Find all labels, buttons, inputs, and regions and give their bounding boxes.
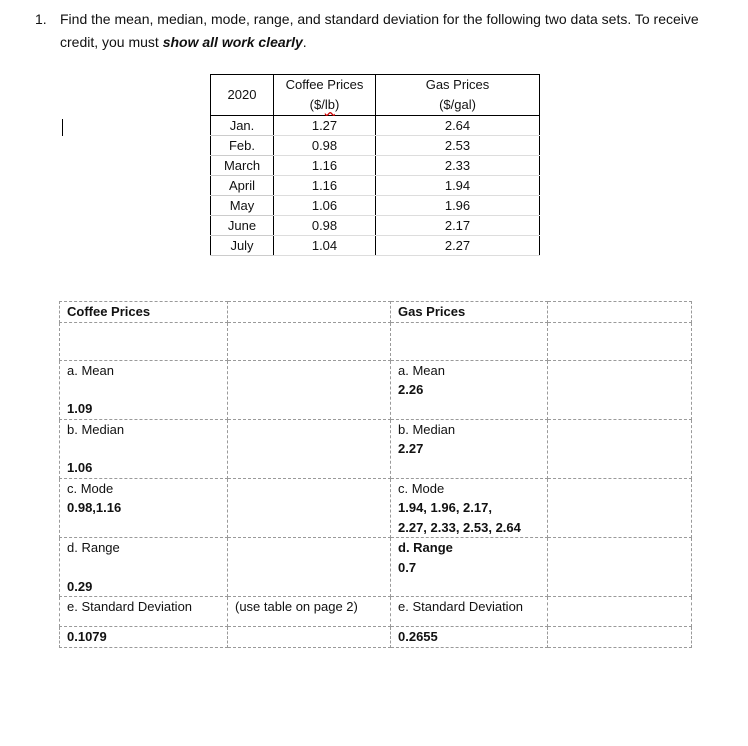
month-cell: June xyxy=(211,216,274,236)
coffee-cell: 0.98 xyxy=(274,136,376,156)
gas-cell: 2.17 xyxy=(376,216,540,236)
coffee-title: Coffee Prices xyxy=(60,302,228,323)
gas-mean-value: 2.26 xyxy=(398,382,424,397)
gas-cell: 2.53 xyxy=(376,136,540,156)
question-number: 1. xyxy=(35,11,47,27)
spellcheck-word: lb xyxy=(324,97,335,112)
gas-cell: 2.33 xyxy=(376,156,540,176)
gas-mode-value-1: 1.94, 1.96, 2.17, xyxy=(398,500,492,515)
coffee-cell: 1.16 xyxy=(274,176,376,196)
coffee-cell: 1.27 xyxy=(274,116,376,136)
gas-cell: 2.27 xyxy=(376,236,540,256)
coffee-mean-value: 1.09 xyxy=(67,401,93,416)
gas-title: Gas Prices xyxy=(391,302,548,323)
coffee-mean: a. Mean 1.09 xyxy=(60,360,228,419)
coffee-range: d. Range 0.29 xyxy=(60,538,228,597)
coffee-median-value: 1.06 xyxy=(67,460,93,475)
gas-range: d. Range 0.7 xyxy=(391,538,548,597)
coffee-mode-value: 0.98,1.16 xyxy=(67,500,122,515)
coffee-sd-label: e. Standard Deviation xyxy=(60,597,228,627)
coffee-cell: 1.04 xyxy=(274,236,376,256)
answers-table xyxy=(59,301,692,648)
month-cell: May xyxy=(211,196,274,216)
month-cell: July xyxy=(211,236,274,256)
gas-median: b. Median 2.27 xyxy=(391,419,548,478)
gas-cell: 1.96 xyxy=(376,196,540,216)
gas-mean: a. Mean 2.26 xyxy=(391,360,548,419)
gas-cell: 2.64 xyxy=(376,116,540,136)
coffee-sd-value: 0.1079 xyxy=(60,627,228,648)
month-cell: April xyxy=(211,176,274,196)
sd-note: (use table on page 2) xyxy=(228,597,391,627)
gas-median-value: 2.27 xyxy=(398,441,424,456)
text-cursor xyxy=(62,119,63,136)
coffee-cell: 1.16 xyxy=(274,156,376,176)
coffee-cell: 1.06 xyxy=(274,196,376,216)
header-gas: Gas Prices ($/gal) xyxy=(376,75,540,116)
price-table xyxy=(210,74,540,256)
gas-sd-value: 0.2655 xyxy=(391,627,548,648)
gas-sd-label: e. Standard Deviation xyxy=(391,597,548,627)
gas-cell: 1.94 xyxy=(376,176,540,196)
header-year: 2020 xyxy=(211,75,274,116)
gas-mode-value-2: 2.27, 2.33, 2.53, 2.64 xyxy=(398,519,521,535)
month-cell: March xyxy=(211,156,274,176)
coffee-median: b. Median 1.06 xyxy=(60,419,228,478)
gas-range-value: 0.7 xyxy=(398,559,417,575)
header-coffee: Coffee Prices ($/lb) xyxy=(274,75,376,116)
gas-mode: c. Mode 1.94, 1.96, 2.17, 2.27, 2.33, 2.53, 2.64 xyxy=(391,478,548,538)
month-cell: Feb. xyxy=(211,136,274,156)
question-text: Find the mean, median, mode, range, and standard deviation for the following two data sets. To receive credit, you must show all work clearly. xyxy=(60,11,699,50)
coffee-mode: c. Mode 0.98,1.16 xyxy=(60,478,228,538)
coffee-cell: 0.98 xyxy=(274,216,376,236)
month-cell: Jan. xyxy=(211,116,274,136)
emphasis-text: show all work clearly xyxy=(162,34,303,50)
coffee-range-value: 0.29 xyxy=(67,578,93,594)
